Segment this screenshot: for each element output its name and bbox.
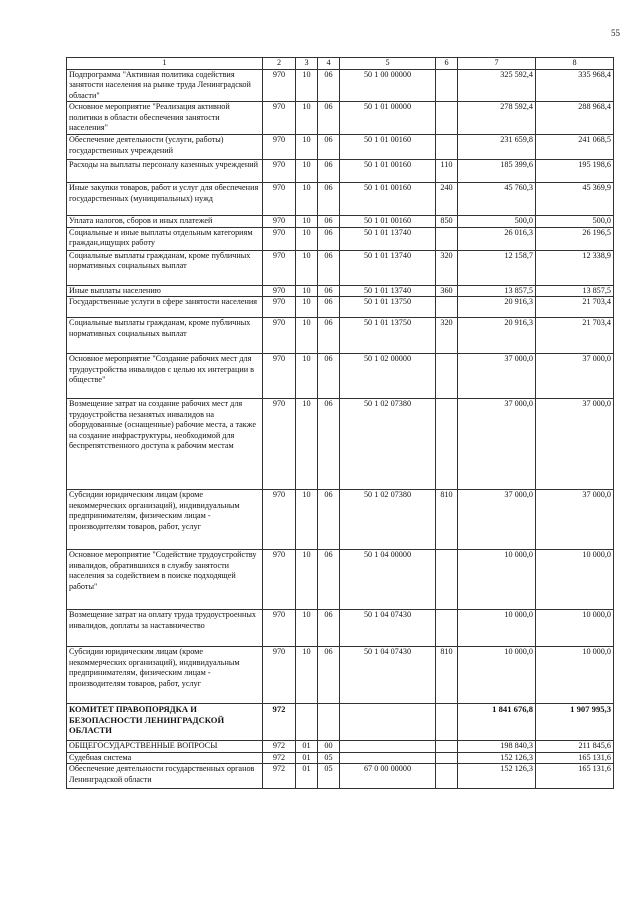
row-amount-year-2: 241 068,5	[536, 135, 614, 160]
row-section: 01	[296, 741, 318, 753]
row-admin-code: 970	[263, 216, 296, 228]
table-row	[67, 183, 614, 216]
row-name: Субсидии юридическим лицам (кроме некоммерческих организаций), индивидуальным предпринимателям, физическим лицам - производителям товаров, работ, услуг	[67, 490, 263, 550]
table-row	[67, 764, 614, 789]
row-section	[296, 704, 318, 741]
row-target-article: 50 1 01 00160	[340, 135, 436, 160]
row-expense-type	[436, 610, 458, 647]
row-admin-code: 972	[263, 704, 296, 741]
row-admin-code: 970	[263, 610, 296, 647]
row-amount-year-1: 37 000,0	[458, 399, 536, 490]
row-name: Основное мероприятие "Содействие трудоустройству инвалидов, обратившихся в службу занятости населения за содействием в поиске подходящей работы"	[67, 550, 263, 610]
row-amount-year-1: 37 000,0	[458, 490, 536, 550]
row-subsection: 06	[318, 318, 340, 354]
row-amount-year-2: 13 857,5	[536, 285, 614, 297]
row-subsection: 06	[318, 69, 340, 102]
row-expense-type	[436, 297, 458, 318]
row-name: Уплата налогов, сборов и иных платежей	[67, 216, 263, 228]
row-section: 10	[296, 216, 318, 228]
row-subsection: 06	[318, 135, 340, 160]
row-subsection: 06	[318, 227, 340, 250]
row-expense-type: 320	[436, 250, 458, 285]
row-admin-code: 970	[263, 354, 296, 399]
row-target-article: 50 1 02 07380	[340, 490, 436, 550]
row-target-article	[340, 741, 436, 753]
row-admin-code: 970	[263, 102, 296, 135]
row-target-article: 50 1 01 13740	[340, 250, 436, 285]
row-section: 10	[296, 183, 318, 216]
table-body	[67, 69, 614, 789]
row-subsection: 06	[318, 550, 340, 610]
row-target-article: 50 1 01 00000	[340, 102, 436, 135]
table-row	[67, 354, 614, 399]
row-expense-type: 360	[436, 285, 458, 297]
row-section: 10	[296, 610, 318, 647]
header-cell: 3	[296, 58, 318, 70]
row-amount-year-2: 500,0	[536, 216, 614, 228]
table-row	[67, 550, 614, 610]
row-expense-type: 810	[436, 647, 458, 704]
row-section: 01	[296, 764, 318, 789]
table-row	[67, 399, 614, 490]
row-expense-type	[436, 399, 458, 490]
row-target-article: 50 1 04 00000	[340, 550, 436, 610]
row-admin-code: 970	[263, 69, 296, 102]
header-row	[67, 58, 614, 70]
row-expense-type: 240	[436, 183, 458, 216]
row-admin-code: 970	[263, 227, 296, 250]
row-amount-year-2: 211 845,6	[536, 741, 614, 753]
row-target-article	[340, 704, 436, 741]
row-admin-code: 970	[263, 297, 296, 318]
row-subsection: 06	[318, 216, 340, 228]
row-admin-code: 970	[263, 550, 296, 610]
header-cell: 4	[318, 58, 340, 70]
row-expense-type: 110	[436, 160, 458, 183]
row-admin-code: 970	[263, 490, 296, 550]
row-admin-code: 972	[263, 764, 296, 789]
table-row	[67, 741, 614, 753]
budget-table	[66, 57, 614, 789]
row-name: Обеспечение деятельности (услуги, работы) государственных учреждений	[67, 135, 263, 160]
row-expense-type: 850	[436, 216, 458, 228]
page-number: 55	[611, 28, 620, 38]
row-amount-year-1: 231 659,8	[458, 135, 536, 160]
row-subsection: 06	[318, 297, 340, 318]
row-subsection: 06	[318, 250, 340, 285]
row-section: 10	[296, 490, 318, 550]
row-section: 10	[296, 297, 318, 318]
row-subsection: 06	[318, 490, 340, 550]
row-amount-year-2: 21 703,4	[536, 318, 614, 354]
row-amount-year-2: 10 000,0	[536, 610, 614, 647]
row-target-article: 50 1 01 00160	[340, 216, 436, 228]
row-target-article: 50 1 04 07430	[340, 647, 436, 704]
row-target-article: 50 1 01 13750	[340, 297, 436, 318]
header-cell: 8	[536, 58, 614, 70]
row-amount-year-2: 21 703,4	[536, 297, 614, 318]
row-amount-year-2: 37 000,0	[536, 490, 614, 550]
row-subsection: 06	[318, 183, 340, 216]
row-expense-type	[436, 550, 458, 610]
row-name: Социальные выплаты гражданам, кроме публичных нормативных социальных выплат	[67, 318, 263, 354]
row-amount-year-1: 37 000,0	[458, 354, 536, 399]
row-subsection: 06	[318, 354, 340, 399]
row-expense-type	[436, 69, 458, 102]
row-admin-code: 972	[263, 741, 296, 753]
row-amount-year-2: 10 000,0	[536, 647, 614, 704]
row-subsection: 05	[318, 764, 340, 789]
row-expense-type	[436, 704, 458, 741]
row-admin-code: 970	[263, 647, 296, 704]
row-name: Судебная система	[67, 752, 263, 764]
row-name: Возмещение затрат на создание рабочих мест для трудоустройства незанятых инвалидов на оборудованные (оснащенные) рабочие места, а также на создание инфраструктуры, необходимой для беспрепятственного доступа к рабочим местам	[67, 399, 263, 490]
row-amount-year-2: 165 131,6	[536, 764, 614, 789]
row-amount-year-1: 10 000,0	[458, 550, 536, 610]
row-name: Возмещение затрат на оплату труда трудоустроенных инвалидов, доплаты за наставничество	[67, 610, 263, 647]
row-admin-code: 970	[263, 318, 296, 354]
row-amount-year-2: 12 338,9	[536, 250, 614, 285]
row-target-article: 50 1 00 00000	[340, 69, 436, 102]
row-admin-code: 970	[263, 285, 296, 297]
row-amount-year-1: 152 126,3	[458, 764, 536, 789]
row-name: Расходы на выплаты персоналу казенных учреждений	[67, 160, 263, 183]
row-amount-year-1: 10 000,0	[458, 610, 536, 647]
table-row	[67, 250, 614, 285]
row-amount-year-2: 165 131,6	[536, 752, 614, 764]
table-row	[67, 318, 614, 354]
row-amount-year-1: 12 158,7	[458, 250, 536, 285]
header-cell: 1	[67, 58, 263, 70]
row-section: 10	[296, 399, 318, 490]
table-row	[67, 610, 614, 647]
row-section: 10	[296, 250, 318, 285]
row-target-article	[340, 752, 436, 764]
row-name: Основное мероприятие "Создание рабочих мест для трудоустройства инвалидов с целью их интеграции в обществе"	[67, 354, 263, 399]
row-amount-year-1: 152 126,3	[458, 752, 536, 764]
table-row	[67, 216, 614, 228]
row-section: 10	[296, 160, 318, 183]
row-admin-code: 970	[263, 183, 296, 216]
table-row	[67, 704, 614, 741]
row-amount-year-1: 45 760,3	[458, 183, 536, 216]
row-name: Социальные и иные выплаты отдельным категориям граждан,ищущих работу	[67, 227, 263, 250]
row-expense-type	[436, 764, 458, 789]
row-amount-year-1: 325 592,4	[458, 69, 536, 102]
row-amount-year-1: 13 857,5	[458, 285, 536, 297]
row-admin-code: 970	[263, 160, 296, 183]
row-amount-year-1: 10 000,0	[458, 647, 536, 704]
row-name: Подпрограмма "Активная политика содействия занятости населения на рынке труда Ленинградской области"	[67, 69, 263, 102]
row-name: КОМИТЕТ ПРАВОПОРЯДКА И БЕЗОПАСНОСТИ ЛЕНИНГРАДСКОЙ ОБЛАСТИ	[67, 704, 263, 741]
row-amount-year-1: 26 016,3	[458, 227, 536, 250]
row-expense-type: 810	[436, 490, 458, 550]
row-subsection: 06	[318, 102, 340, 135]
row-subsection: 06	[318, 399, 340, 490]
row-target-article: 50 1 01 13740	[340, 285, 436, 297]
table-row	[67, 102, 614, 135]
table-row	[67, 160, 614, 183]
row-amount-year-1: 20 916,3	[458, 318, 536, 354]
row-amount-year-1: 198 840,3	[458, 741, 536, 753]
row-admin-code: 970	[263, 399, 296, 490]
row-section: 10	[296, 69, 318, 102]
table-row	[67, 647, 614, 704]
row-expense-type	[436, 227, 458, 250]
row-subsection	[318, 704, 340, 741]
row-name: Государственные услуги в сфере занятости населения	[67, 297, 263, 318]
row-admin-code: 970	[263, 135, 296, 160]
row-subsection: 05	[318, 752, 340, 764]
row-subsection: 06	[318, 285, 340, 297]
row-expense-type	[436, 354, 458, 399]
row-amount-year-2: 37 000,0	[536, 354, 614, 399]
row-amount-year-1: 1 841 676,8	[458, 704, 536, 741]
row-section: 10	[296, 285, 318, 297]
row-admin-code: 972	[263, 752, 296, 764]
header-cell: 5	[340, 58, 436, 70]
table-row	[67, 227, 614, 250]
row-amount-year-1: 500,0	[458, 216, 536, 228]
row-amount-year-2: 1 907 995,3	[536, 704, 614, 741]
table-row	[67, 297, 614, 318]
row-subsection: 06	[318, 160, 340, 183]
row-amount-year-2: 26 196,5	[536, 227, 614, 250]
row-amount-year-1: 278 592,4	[458, 102, 536, 135]
row-target-article: 50 1 01 00160	[340, 183, 436, 216]
row-amount-year-2: 195 198,6	[536, 160, 614, 183]
row-target-article: 50 1 01 13750	[340, 318, 436, 354]
row-expense-type	[436, 752, 458, 764]
row-amount-year-2: 37 000,0	[536, 399, 614, 490]
row-subsection: 06	[318, 647, 340, 704]
row-amount-year-1: 185 399,6	[458, 160, 536, 183]
row-amount-year-2: 45 369,9	[536, 183, 614, 216]
row-target-article: 50 1 02 00000	[340, 354, 436, 399]
row-name: Социальные выплаты гражданам, кроме публичных нормативных социальных выплат	[67, 250, 263, 285]
table-row	[67, 135, 614, 160]
row-expense-type	[436, 102, 458, 135]
row-section: 10	[296, 550, 318, 610]
row-expense-type	[436, 741, 458, 753]
row-target-article: 50 1 01 13740	[340, 227, 436, 250]
header-cell: 7	[458, 58, 536, 70]
header-cell: 6	[436, 58, 458, 70]
row-name: Основное мероприятие "Реализация активной политики в области обеспечения занятости населения"	[67, 102, 263, 135]
row-section: 10	[296, 227, 318, 250]
row-amount-year-2: 288 968,4	[536, 102, 614, 135]
row-section: 10	[296, 135, 318, 160]
table-row	[67, 285, 614, 297]
row-target-article: 50 1 02 07380	[340, 399, 436, 490]
row-subsection: 00	[318, 741, 340, 753]
row-name: Субсидии юридическим лицам (кроме некоммерческих организаций), индивидуальным предпринимателям, физическим лицам - производителям товаров, работ, услуг	[67, 647, 263, 704]
row-admin-code: 970	[263, 250, 296, 285]
row-section: 01	[296, 752, 318, 764]
row-subsection: 06	[318, 610, 340, 647]
header-cell: 2	[263, 58, 296, 70]
row-target-article: 50 1 01 00160	[340, 160, 436, 183]
row-expense-type: 320	[436, 318, 458, 354]
row-amount-year-1: 20 916,3	[458, 297, 536, 318]
row-amount-year-2: 10 000,0	[536, 550, 614, 610]
row-section: 10	[296, 354, 318, 399]
row-section: 10	[296, 647, 318, 704]
table-row	[67, 69, 614, 102]
row-name: Обеспечение деятельности государственных органов Ленинградской области	[67, 764, 263, 789]
row-target-article: 67 0 00 00000	[340, 764, 436, 789]
row-name: ОБЩЕГОСУДАРСТВЕННЫЕ ВОПРОСЫ	[67, 741, 263, 753]
table-row	[67, 490, 614, 550]
row-name: Иные закупки товаров, работ и услуг для обеспечения государственных (муниципальных) нужд	[67, 183, 263, 216]
table-row	[67, 752, 614, 764]
row-section: 10	[296, 102, 318, 135]
row-expense-type	[436, 135, 458, 160]
row-name: Иные выплаты населению	[67, 285, 263, 297]
row-amount-year-2: 335 968,4	[536, 69, 614, 102]
row-target-article: 50 1 04 07430	[340, 610, 436, 647]
row-section: 10	[296, 318, 318, 354]
